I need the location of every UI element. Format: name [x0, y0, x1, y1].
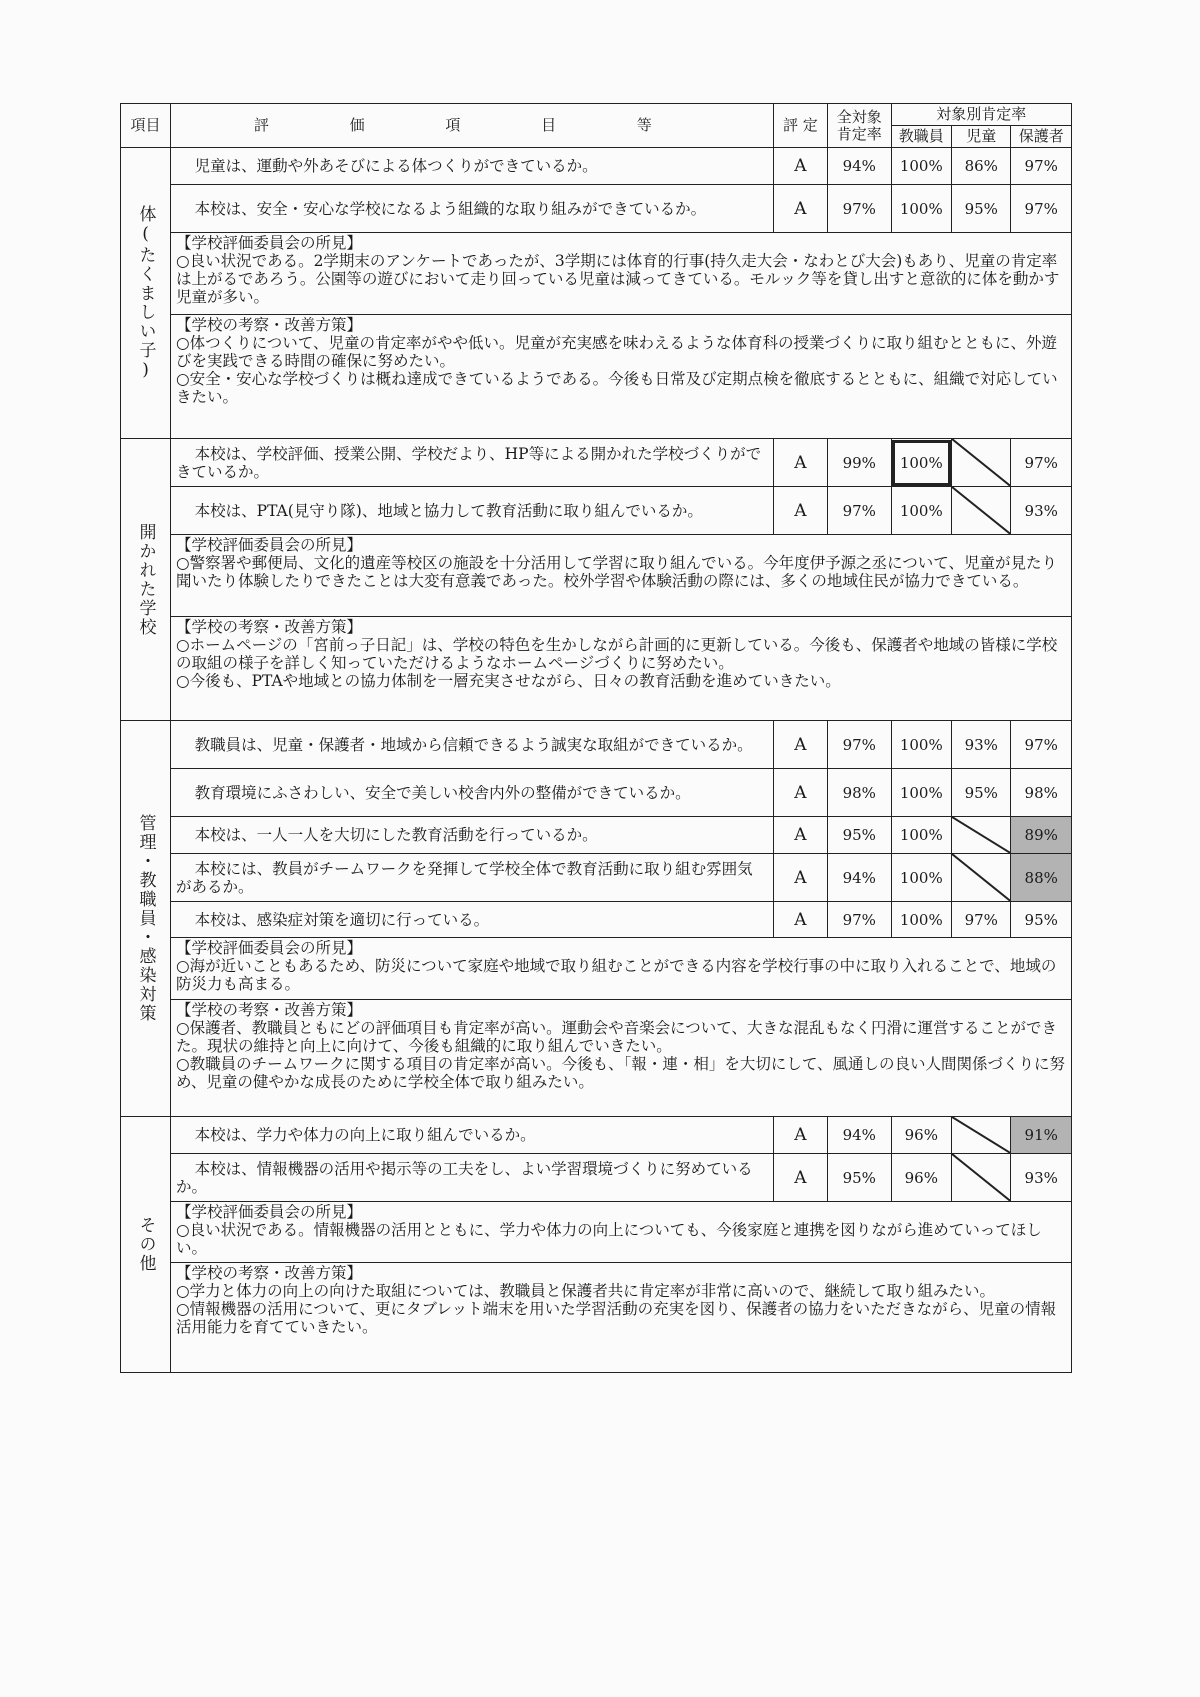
grade-value: A: [773, 148, 827, 185]
committee-findings: [171, 938, 1072, 1000]
evaluation-table: [120, 103, 1072, 1373]
school-improvement: [171, 1263, 1072, 1373]
table-row: [121, 1117, 1072, 1154]
table-row: [121, 721, 1072, 769]
empty-cell-slash: [952, 439, 1011, 487]
all-rate-value: 98%: [827, 769, 891, 817]
table-row: [121, 1154, 1072, 1202]
grade-value: A: [773, 1117, 827, 1154]
header-group-rate: 対象別肯定率: [891, 104, 1071, 126]
committee-line: ○良い状況である。情報機器の活用とともに、学力や体力の向上についても、今後家庭と連携を図りながら進めていってほしい。: [176, 1221, 1042, 1257]
table-row: [121, 854, 1072, 902]
staff-rate-value: 100%: [891, 439, 951, 487]
header-parents: 保護者: [1011, 126, 1072, 148]
parent-rate-value: 93%: [1011, 487, 1072, 535]
parent-rate-value-low: 88%: [1011, 854, 1072, 902]
committee-title: 【学校評価委員会の所見】: [176, 234, 363, 252]
child-rate-value: 95%: [952, 769, 1011, 817]
question-text: 児童は、運動や外あそびによる体つくりができているか。: [171, 148, 774, 185]
committee-line: ○警察署や郵便局、文化的遺産等校区の施設を十分活用して学習に取り組んでいる。今年度伊予源之丞について、児童が見たり聞いたり体験したりできたことは大変有意義であった。校外学習や体験活動の際には、多くの地域住民が協力できている。: [176, 554, 1057, 590]
question-text: 本校は、一人一人を大切にした教育活動を行っているか。: [171, 817, 774, 854]
staff-rate-value: 96%: [891, 1117, 951, 1154]
grade-value: A: [773, 854, 827, 902]
school-line: ○教職員のチームワークに関する項目の肯定率が高い。今後も、「報・連・相」を大切にして、風通しの良い人間関係づくりに努め、児童の健やかな成長のために学校全体で取り組みたい。: [176, 1055, 1066, 1091]
school-line: ○今後も、PTAや地域との協力体制を一層充実させながら、日々の教育活動を進めていきたい。: [176, 672, 841, 690]
staff-rate-value: 100%: [891, 487, 951, 535]
grade-value: A: [773, 185, 827, 233]
parent-rate-value-low: 89%: [1011, 817, 1072, 854]
grade-value: A: [773, 902, 827, 938]
category-label: 体(たくましい子): [121, 148, 171, 439]
empty-cell-slash: [952, 817, 1011, 854]
grade-value: A: [773, 439, 827, 487]
school-improvement: [171, 1000, 1072, 1117]
staff-rate-value: 100%: [891, 185, 951, 233]
header-children: 児童: [952, 126, 1011, 148]
school-title: 【学校の考察・改善方策】: [176, 1001, 363, 1019]
committee-line: ○海が近いこともあるため、防災について家庭や地域で取り組むことができる内容を学校行事の中に取り入れることで、地域の防災力も高まる。: [176, 957, 1057, 993]
empty-cell-slash: [952, 1154, 1011, 1202]
table-row: [121, 902, 1072, 938]
question-text: 本校は、安全・安心な学校になるよう組織的な取り組みができているか。: [171, 185, 774, 233]
school-line: ○体つくりについて、児童の肯定率がやや低い。児童が充実感を味わえるような体育科の授業づくりに取り組むとともに、外遊びを実践できる時間の確保に努めたい。: [176, 334, 1057, 370]
header-item: 項目: [121, 104, 171, 148]
question-text: 教職員は、児童・保護者・地域から信頼できるよう誠実な取組ができているか。: [171, 721, 774, 769]
all-rate-value: 97%: [827, 902, 891, 938]
committee-title: 【学校評価委員会の所見】: [176, 536, 363, 554]
parent-rate-value: 97%: [1011, 185, 1072, 233]
child-rate-value: 93%: [952, 721, 1011, 769]
parent-rate-value: 97%: [1011, 439, 1072, 487]
empty-cell-slash: [952, 854, 1011, 902]
school-title: 【学校の考察・改善方策】: [176, 618, 363, 636]
question-text: 本校は、情報機器の活用や掲示等の工夫をし、よい学習環境づくりに努めているか。: [171, 1154, 774, 1202]
all-rate-value: 97%: [827, 721, 891, 769]
table-row: [121, 439, 1072, 487]
question-text: 教育環境にふさわしい、安全で美しい校舎内外の整備ができているか。: [171, 769, 774, 817]
table-row: [121, 487, 1072, 535]
staff-rate-value: 100%: [891, 854, 951, 902]
header-eval-items: 評 価 項 目 等: [171, 104, 774, 148]
question-text: 本校は、PTA(見守り隊)、地域と協力して教育活動に取り組んでいるか。: [171, 487, 774, 535]
category-label: 管理・教職員・感染対策: [121, 721, 171, 1117]
parent-rate-value: 93%: [1011, 1154, 1072, 1202]
grade-value: A: [773, 817, 827, 854]
parent-rate-value: 97%: [1011, 721, 1072, 769]
parent-rate-value-low: 91%: [1011, 1117, 1072, 1154]
table-row: [121, 769, 1072, 817]
empty-cell-slash: [952, 487, 1011, 535]
all-rate-value: 99%: [827, 439, 891, 487]
category-label: その他: [121, 1117, 171, 1373]
header-all-rate: 全対象 肯定率: [827, 104, 891, 148]
staff-rate-value: 100%: [891, 721, 951, 769]
all-rate-value: 94%: [827, 854, 891, 902]
school-line: ○情報機器の活用について、更にタブレット端末を用いた学習活動の充実を図り、保護者の協力をいただきながら、児童の情報活用能力を育てていきたい。: [176, 1300, 1057, 1336]
header-grade: 評 定: [773, 104, 827, 148]
category-label: 開かれた学校: [121, 439, 171, 721]
school-line: ○保護者、教職員ともにどの評価項目も肯定率が高い。運動会や音楽会について、大きな混乱もなく円滑に運営することができた。現状の維持と向上に向けて、今後も組織的に取り組んでいきたい。: [176, 1019, 1057, 1055]
child-rate-value: 86%: [952, 148, 1011, 185]
child-rate-value: 95%: [952, 185, 1011, 233]
empty-cell-slash: [952, 1117, 1011, 1154]
staff-rate-value: 96%: [891, 1154, 951, 1202]
all-rate-value: 94%: [827, 148, 891, 185]
staff-rate-value: 100%: [891, 902, 951, 938]
all-rate-value: 95%: [827, 817, 891, 854]
question-text: 本校は、学校評価、授業公開、学校だより、HP等による開かれた学校づくりができているか。: [171, 439, 774, 487]
school-line: ○ホームページの「宮前っ子日記」は、学校の特色を生かしながら計画的に更新している。今後も、保護者や地域の皆様に学校の取組の様子を詳しく知っていただけるようなホームページづくりに努めたい。: [176, 636, 1058, 672]
grade-value: A: [773, 721, 827, 769]
all-rate-value: 97%: [827, 185, 891, 233]
school-title: 【学校の考察・改善方策】: [176, 1264, 363, 1282]
question-text: 本校には、教員がチームワークを発揮して学校全体で教育活動に取り組む雰囲気があるか。: [171, 854, 774, 902]
table-row: [121, 817, 1072, 854]
school-title: 【学校の考察・改善方策】: [176, 316, 363, 334]
grade-value: A: [773, 1154, 827, 1202]
committee-title: 【学校評価委員会の所見】: [176, 939, 363, 957]
table-row: [121, 185, 1072, 233]
question-text: 本校は、感染症対策を適切に行っている。: [171, 902, 774, 938]
committee-findings: [171, 1202, 1072, 1263]
school-line: ○安全・安心な学校づくりは概ね達成できているようである。今後も日常及び定期点検を徹底するとともに、組織で対応していきたい。: [176, 370, 1058, 406]
parent-rate-value: 97%: [1011, 148, 1072, 185]
header-staff: 教職員: [891, 126, 951, 148]
committee-line: ○良い状況である。2学期末のアンケートであったが、3学期には体育的行事(持久走大会・なわとび大会)もあり、児童の肯定率は上がるであろう。公園等の遊びにおいて走り回っている児童は減ってきている。モルック等を貸し出すと意欲的に体を動かす児童が多い。: [176, 252, 1060, 306]
all-rate-value: 95%: [827, 1154, 891, 1202]
parent-rate-value: 95%: [1011, 902, 1072, 938]
committee-findings: [171, 535, 1072, 617]
child-rate-value: 97%: [952, 902, 1011, 938]
staff-rate-value: 100%: [891, 817, 951, 854]
staff-rate-value: 100%: [891, 769, 951, 817]
all-rate-value: 94%: [827, 1117, 891, 1154]
question-text: 本校は、学力や体力の向上に取り組んでいるか。: [171, 1117, 774, 1154]
committee-title: 【学校評価委員会の所見】: [176, 1203, 363, 1221]
parent-rate-value: 98%: [1011, 769, 1072, 817]
school-improvement: [171, 315, 1072, 439]
school-line: ○学力と体力の向上の向けた取組については、教職員と保護者共に肯定率が非常に高いので、継続して取り組みたい。: [176, 1282, 995, 1300]
all-rate-value: 97%: [827, 487, 891, 535]
grade-value: A: [773, 487, 827, 535]
school-improvement: [171, 617, 1072, 721]
table-row: [121, 148, 1072, 185]
staff-rate-value: 100%: [891, 148, 951, 185]
committee-findings: [171, 233, 1072, 315]
grade-value: A: [773, 769, 827, 817]
